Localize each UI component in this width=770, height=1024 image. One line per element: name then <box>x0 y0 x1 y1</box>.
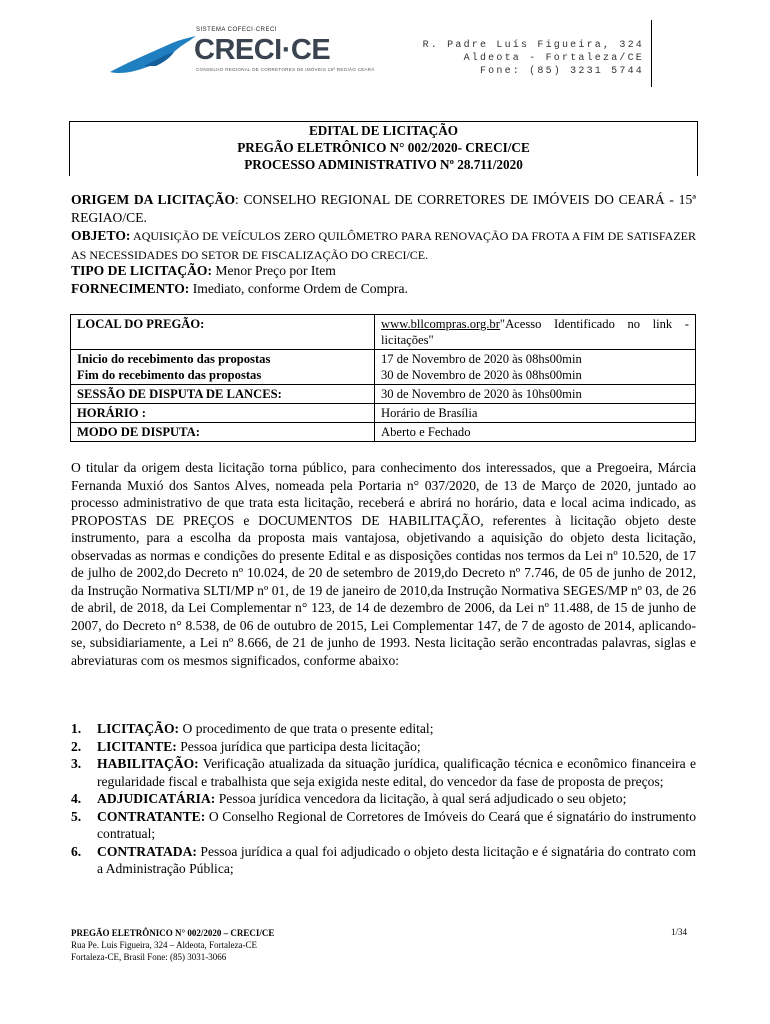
logo-title: CRECI·CE <box>194 34 331 66</box>
list-item <box>71 755 696 790</box>
horario-value: Horário de Brasília <box>375 404 696 423</box>
objeto-text: AQUISIÇÃO DE VEÍCULOS ZERO QUILÔMETRO PARA RENOVAÇÃO DA FROTA A FIM DE SATISFAZER AS NECESSIDADES DO SETOR DE FISCALIZAÇÃO DO CRECI/CE. <box>71 229 696 262</box>
header-divider <box>651 20 652 87</box>
item-text: O procedimento de que trata o presente edital; <box>179 721 434 736</box>
objeto-field <box>71 227 696 264</box>
tipo-field <box>71 262 696 280</box>
inicio-label: Inicio do recebimento das propostas <box>77 352 271 366</box>
item-term: ADJUDICATÁRIA: <box>97 791 216 806</box>
body-paragraph: O titular da origem desta licitação torna público, para conhecimento dos interessados, que a Pregoeira, Márcia Fernanda Muxió dos Santos Alves, nomeada pela Portaria n° 037/2020, de 13 de Março de 2020, juntado ao processo administrativo de que trata esta licitação, receberá e abrirá no horário, data e local acima indicado, as PROPOSTAS DE PREÇOS e DOCUMENTOS DE HABILITAÇÃO, referentes à licitação objeto deste instrumento, para a escolha da proposta mais vantajosa, objetivando a aquisição do objeto desta licitação, observadas as normas e condições do presente Edital e as disposições contidas nos termos da Lei nº 10.520, de 17 de julho de 2002,do Decreto nº 10.024, de 20 de setembro de 2019,do Decreto nº 7.746, de 05 de junho de 2012, da Instrução Normativa SLTI/MP nº 01, de 19 de janeiro de 2010,da Instrução Normativa SEGES/MP nº 03, de 26 de abril, de 2018, da Lei Complementar n° 123, de 14 de dezembro de 2006, da Lei nº 11.488, de 15 de junho de 2007, do Decreto n° 8.538, de 06 de outubro de 2015, Lei Complementar 147, de 7 de agosto de 2014, aplicando-se, subsidiariamente, a Lei nº 8.666, de 21 de junho de 1993. Nesta licitação serão encontradas palavras, siglas e abreviaturas com os mesmos significados, conforme abaixo: <box>71 460 696 668</box>
item-text: Verificação atualizada da situação jurídica, qualificação técnica e econômico financeira e regularidade fiscal e trabalhista que seja exigida neste edital, do vencedor da fase de proposta de preços; <box>97 756 696 789</box>
local-value-text: "Acesso Identificado no link -licitações" <box>381 317 689 347</box>
fim-label: Fim do recebimento das propostas <box>77 368 262 382</box>
tipo-label: TIPO DE LICITAÇÃO: <box>71 263 212 278</box>
bll-link[interactable]: www.bllcompras.org.br <box>381 317 500 331</box>
logo-system-text: SISTEMA COFECI·CRECI <box>196 27 278 33</box>
item-term: LICITAÇÃO: <box>97 721 180 736</box>
recebimento-labels <box>71 350 375 385</box>
item-term: CONTRATADA: <box>97 843 197 859</box>
local-value <box>375 315 696 350</box>
item-number: 1. <box>71 721 82 736</box>
pregao-number: PREGÃO ELETRÔNICO N° 002/2020- CRECI/CE <box>237 140 530 155</box>
document-title: EDITAL DE LICITAÇÃO <box>308 123 458 138</box>
modo-value: Aberto e Fechado <box>375 423 696 442</box>
address-line-1: R. Padre Luís Figueira, 324 <box>422 40 644 51</box>
fornecimento-text: Imediato, conforme Ordem de Compra. <box>189 281 408 296</box>
table-row <box>71 423 696 442</box>
table-row <box>71 350 696 385</box>
list-item <box>71 808 696 843</box>
logo-tagline: CONSELHO REGIONAL DE CORRETORES DE IMÓVEIS 15ª REGIÃO CEARÁ <box>196 67 375 72</box>
info-table <box>70 314 696 442</box>
item-text: O Conselho Regional de Corretores de Imóveis do Ceará que é signatário do instrumento contratual; <box>97 808 696 841</box>
sessao-value: 30 de Novembro de 2020 às 10hs00min <box>375 385 696 404</box>
table-row <box>71 315 696 350</box>
bird-icon <box>108 32 198 82</box>
fim-value: 30 de Novembro de 2020 às 08hs00min <box>381 368 582 382</box>
address-line-3: Fone: (85) 3231 5744 <box>479 66 644 77</box>
recebimento-values <box>375 350 696 385</box>
modo-label: MODO DE DISPUTA: <box>71 423 375 442</box>
item-text: Pessoa jurídica a qual foi adjudicado o objeto desta licitação e é signatária do contrato com a Administração Pública; <box>97 843 696 876</box>
fornecimento-field <box>71 280 696 298</box>
list-item <box>71 738 696 756</box>
local-label: LOCAL DO PREGÃO: <box>71 315 375 350</box>
item-number: 3. <box>71 756 82 771</box>
item-text: Pessoa jurídica vencedora da licitação, à qual será adjudicado o seu objeto; <box>215 791 627 806</box>
processo-number: PROCESSO ADMINISTRATIVO Nº 28.711/2020 <box>244 157 523 172</box>
list-item <box>71 843 696 878</box>
address-line-2: Aldeota - Fortaleza/CE <box>463 53 644 64</box>
origem-field <box>71 191 696 226</box>
definitions-list <box>71 720 696 878</box>
horario-label: HORÁRIO : <box>71 404 375 423</box>
origem-label: ORIGEM DA LICITAÇÃO <box>71 192 236 207</box>
page-number: 1/34 <box>671 927 688 937</box>
item-number: 6. <box>71 843 82 859</box>
footer-title: PREGÃO ELETRÔNICO N° 002/2020 – CRECI/CE <box>71 928 275 938</box>
list-item <box>71 790 696 808</box>
item-number: 2. <box>71 738 82 754</box>
page-footer <box>71 927 274 963</box>
item-text: Pessoa jurídica que participa desta licitação; <box>176 738 421 754</box>
inicio-value: 17 de Novembro de 2020 às 08hs00min <box>381 352 582 366</box>
objeto-label: OBJETO: <box>71 228 131 243</box>
tipo-text: Menor Preço por Item <box>212 263 336 278</box>
sessao-label: SESSÃO DE DISPUTA DE LANCES: <box>71 385 375 404</box>
item-term: HABILITAÇÃO: <box>97 756 199 771</box>
fornecimento-label: FORNECIMENTO: <box>71 281 190 296</box>
item-term: LICITANTE: <box>97 738 177 754</box>
table-row <box>71 404 696 423</box>
origem-text: : CONSELHO REGIONAL DE CORRETORES DE IMÓVEIS DO CEARÁ - 15ª REGIAO/CE. <box>71 192 696 225</box>
footer-contact: Fortaleza-CE, Brasil Fone: (85) 3031-3066 <box>71 952 227 962</box>
item-term: CONTRATANTE: <box>97 808 206 824</box>
footer-address: Rua Pe. Luis Figueira, 324 – Aldeota, Fortaleza-CE <box>71 940 257 950</box>
item-number: 4. <box>71 791 82 806</box>
list-item <box>71 720 696 738</box>
item-number: 5. <box>71 808 82 824</box>
table-row <box>71 385 696 404</box>
